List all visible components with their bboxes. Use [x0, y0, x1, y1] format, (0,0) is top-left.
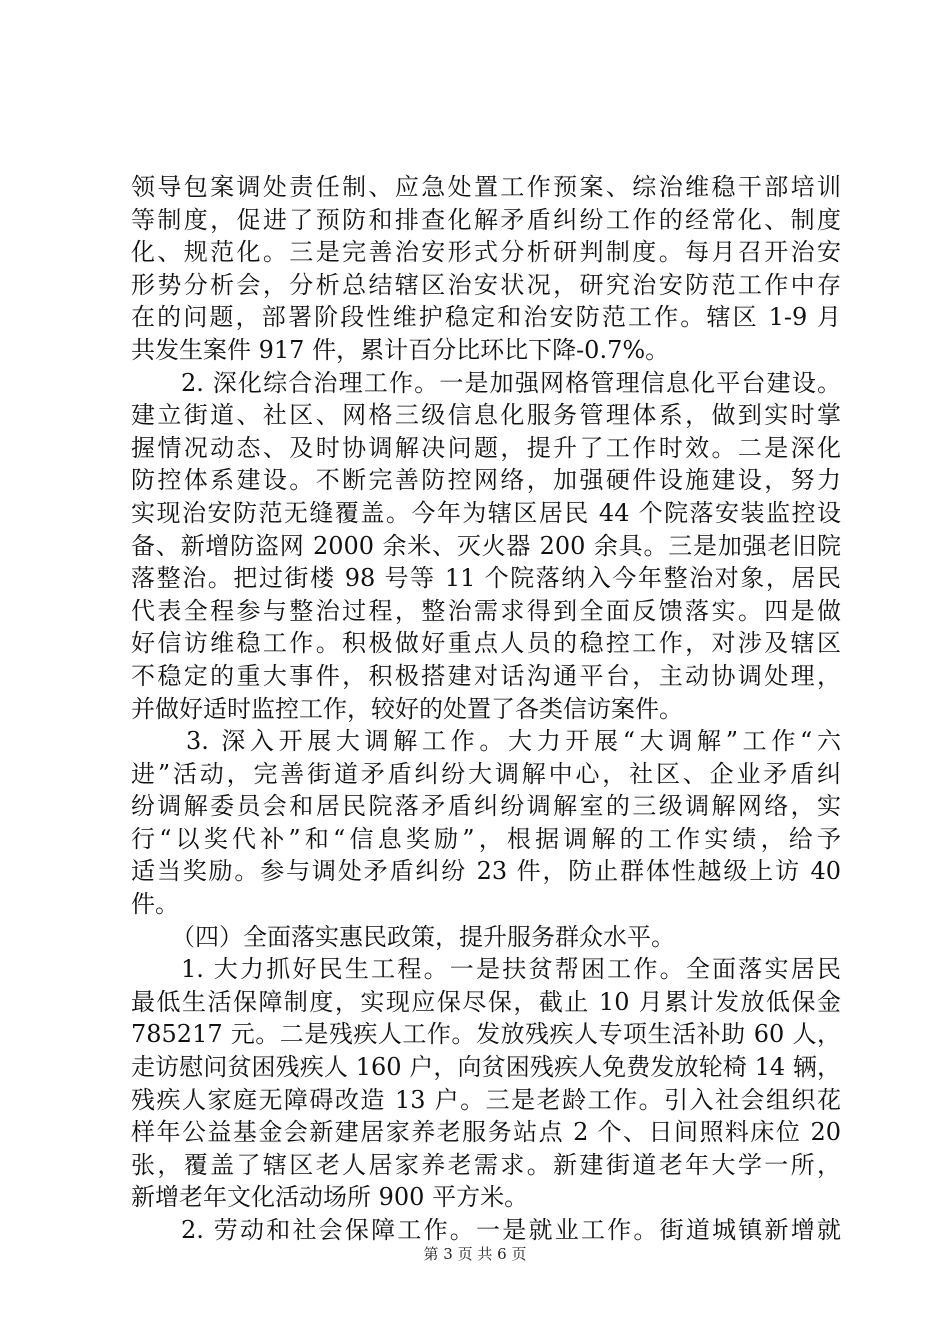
text-line: 备、新增防盗网 2000 余米、灭火器 200 余具。三是加强老旧院	[131, 531, 841, 560]
text-line: 领导包案调处责任制、应急处置工作预案、综治维稳干部培训	[131, 173, 841, 201]
text-line: 行“以奖代补”和“信息奖励”，根据调解的工作实绩，给予	[131, 824, 841, 853]
text-line: 等制度，促进了预防和排查化解矛盾纠纷工作的经常化、制度	[131, 205, 841, 234]
section-heading-line: 2. 深化综合治理工作。一是加强网格管理信息化平台建设。	[181, 368, 841, 397]
text-line: 防控体系建设。不断完善防控网络，加强硬件设施建设，努力	[131, 466, 841, 495]
text-line: 新增老年文化活动场所 900 平方米。	[131, 1183, 529, 1212]
section-heading-line: （四）全面落实惠民政策，提升服务群众水平。	[171, 922, 675, 951]
text-line: 并做好适时监控工作，较好的处置了各类信访案件。	[131, 694, 683, 723]
section-heading-line: 2. 劳动和社会保障工作。一是就业工作。街道城镇新增就	[181, 1216, 841, 1244]
text-line: 残疾人家庭无障碍改造 13 户。三是老龄工作。引入社会组织花	[131, 1085, 841, 1114]
text-line: 件。	[131, 890, 179, 919]
text-line: 落整治。把过街楼 98 号等 11 个院落纳入今年整治对象，居民	[131, 564, 841, 593]
section-heading-line: 1. 大力抓好民生工程。一是扶贫帮困工作。全面落实居民	[181, 955, 841, 984]
text-line: 形势分析会，分析总结辖区治安状况，研究治安防范工作中存	[131, 270, 841, 299]
text-line: 张，覆盖了辖区老人居家养老需求。新建街道老年大学一所，	[131, 1150, 841, 1179]
text-line: 在的问题，部署阶段性维护稳定和治安防范工作。辖区 1-9 月	[131, 303, 841, 332]
text-line: 共发生案件 917 件，累计百分比环比下降-0.7%。	[131, 335, 670, 364]
text-line: 最低生活保障制度，实现应保尽保，截止 10 月累计发放低保金	[131, 987, 841, 1016]
text-line: 握情况动态、及时协调解决问题，提升了工作时效。二是深化	[131, 433, 841, 462]
text-line: 化、规范化。三是完善治安形式分析研判制度。每月召开治安	[131, 238, 841, 267]
text-line: 样年公益基金会新建居家养老服务站点 2 个、日间照料床位 20	[131, 1118, 841, 1147]
text-line: 代表全程参与整治过程，整治需求得到全面反馈落实。四是做	[131, 596, 841, 625]
section-heading-line: 3. 深入开展大调解工作。大力开展“大调解”工作“六	[186, 727, 841, 756]
text-line: 纷调解委员会和居民院落矛盾纠纷调解室的三级调解网络，实	[131, 792, 841, 821]
text-line: 好信访维稳工作。积极做好重点人员的稳控工作，对涉及辖区	[131, 629, 841, 658]
text-line: 785217 元。二是残疾人工作。发放残疾人专项生活补助 60 人，	[131, 1020, 841, 1049]
document-body	[131, 171, 841, 1247]
text-line: 走访慰问贫困残疾人 160 户，向贫困残疾人免费发放轮椅 14 辆，	[131, 1053, 841, 1082]
text-line: 不稳定的重大事件，积极搭建对话沟通平台，主动协调处理，	[131, 661, 841, 690]
page-footer: 第 3 页 共 6 页	[423, 1245, 527, 1263]
text-line: 适当奖励。参与调处矛盾纠纷 23 件，防止群体性越级上访 40	[131, 857, 841, 886]
text-line: 进”活动，完善街道矛盾纠纷大调解中心，社区、企业矛盾纠	[131, 759, 841, 788]
text-line: 建立街道、社区、网格三级信息化服务管理体系，做到实时掌	[131, 401, 841, 430]
text-line: 实现治安防范无缝覆盖。今年为辖区居民 44 个院落安装监控设	[131, 498, 841, 527]
